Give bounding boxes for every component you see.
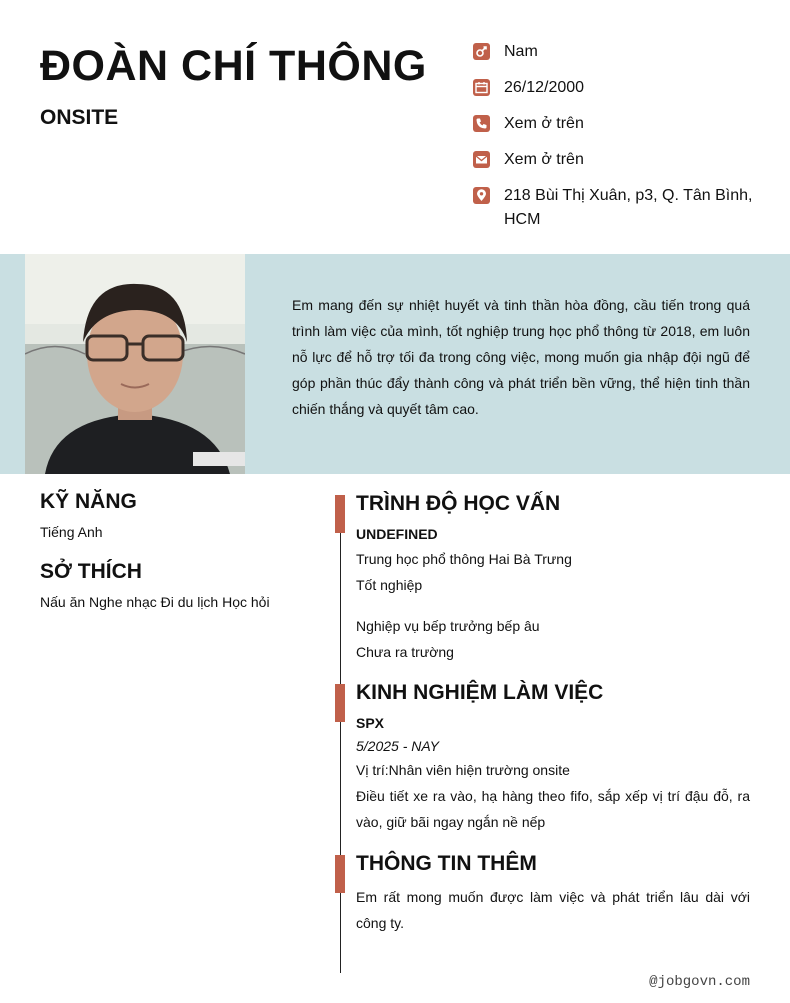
contact-phone-value: Xem ở trên [504,115,584,132]
extra-title: THÔNG TIN THÊM [356,852,537,875]
contact-gender [473,40,763,64]
contact-birthday-value: 26/12/2000 [504,79,585,96]
phone-icon [473,115,490,132]
extra-marker [335,855,345,893]
contact-email-value: Xem ở trên [504,151,584,168]
education-status-1: Tốt nghiệp [356,577,423,593]
contact-address-value: 218 Bùi Thị Xuân, p3, Q. Tân Bình, HCM [504,187,753,228]
timeline-divider [340,495,341,973]
calendar-icon [473,79,490,96]
contact-address [473,184,763,232]
location-icon [473,187,490,204]
education-section [356,492,750,665]
education-school-2: Nghiệp vụ bếp trưởng bếp âu [356,618,540,634]
contact-email [473,148,763,172]
experience-period: 5/2025 - NAY [356,738,440,754]
mail-icon [473,151,490,168]
experience-section [356,681,750,835]
skills-title: KỸ NĂNG [40,490,137,513]
experience-marker [335,684,345,722]
avatar [25,254,245,474]
contact-list [473,40,763,244]
profile-summary: Em mang đến sự nhiệt huyết và tinh thần hòa đồng, cầu tiến trong quá trình làm việc của mình, tốt nghiệp trung học phổ thông từ 2018, em luôn nỗ lực để hỗ trợ tối đa trong công việc, mong muốn gia nhập đội ngũ để góp phần thúc đẩy thành công và phát triển bền vững, thể hiện tinh thần chiến thắng và quyết tâm cao. [292,297,750,417]
education-subtitle: UNDEFINED [356,526,438,542]
footer-watermark: @jobgovn.com [649,974,750,990]
education-marker [335,495,345,533]
experience-company: SPX [356,715,385,731]
candidate-role: ONSITE [40,106,119,129]
education-school-1: Trung học phổ thông Hai Bà Trưng [356,551,572,567]
extra-section [356,852,750,936]
skills-text: Tiếng Anh [40,524,103,540]
contact-birthday [473,76,763,100]
experience-title: KINH NGHIỆM LÀM VIỆC [356,681,604,704]
hobbies-title: SỞ THÍCH [40,560,142,583]
experience-description: Điều tiết xe ra vào, hạ hàng theo fifo, sắp xếp vị trí đậu đỗ, ra vào, giữ bãi ngay ngắn nề nếp [356,788,750,830]
contact-phone [473,112,763,136]
extra-text: Em rất mong muốn được làm việc và phát triển lâu dài với công ty. [356,889,750,931]
education-title: TRÌNH ĐỘ HỌC VẤN [356,492,561,515]
gender-icon [473,43,490,60]
experience-position: Vị trí:Nhân viên hiện trường onsite [356,762,570,778]
contact-gender-value: Nam [504,43,538,60]
education-status-2: Chưa ra trường [356,644,454,660]
candidate-name: ĐOÀN CHÍ THÔNG [40,42,427,90]
hobbies-text: Nấu ăn Nghe nhạc Đi du lịch Học hỏi [40,594,270,610]
left-column [40,490,320,612]
